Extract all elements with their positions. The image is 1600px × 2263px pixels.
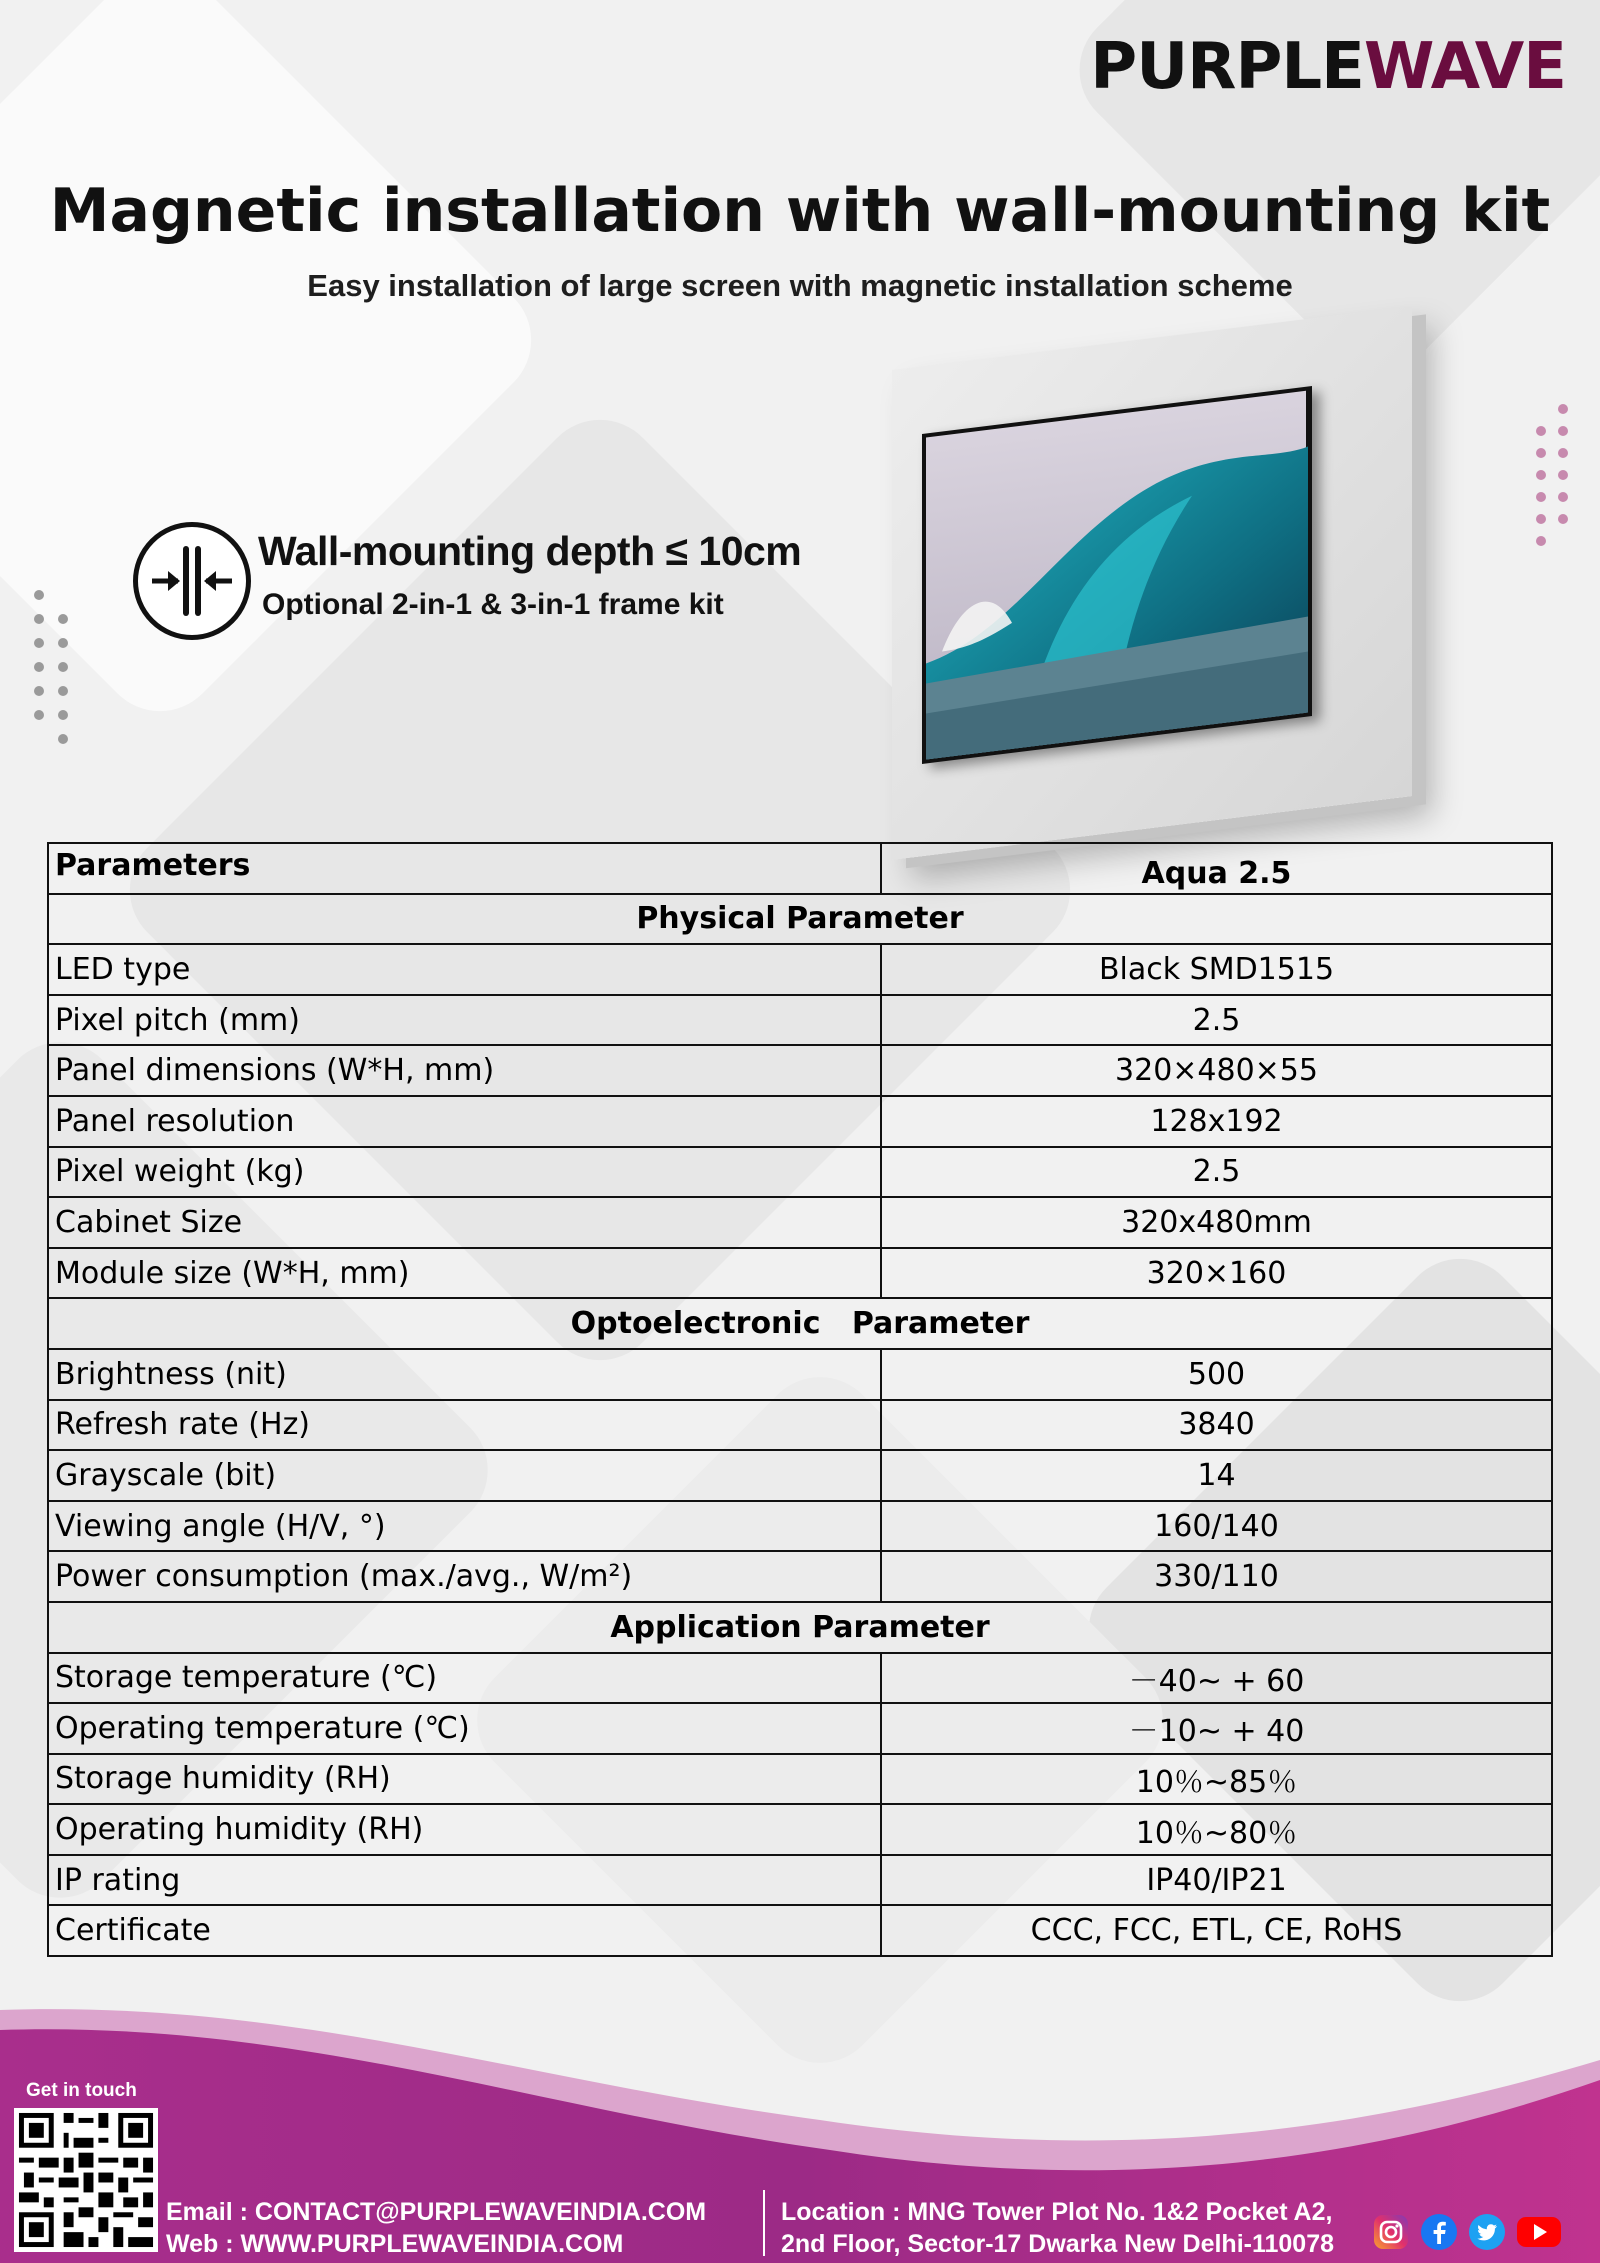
row-label: Pixel weight (kg)	[48, 1147, 881, 1198]
table-section-row	[48, 894, 1552, 945]
row-value: Black SMD1515	[881, 944, 1552, 995]
row-label: Certificate	[48, 1905, 881, 1956]
specifications-table	[47, 842, 1553, 1957]
facebook-icon[interactable]	[1420, 2213, 1458, 2251]
table-row	[48, 1551, 1552, 1602]
row-value: 320×480×55	[881, 1045, 1552, 1096]
table-header-row	[48, 843, 1552, 894]
row-label: Operating humidity (RH)	[48, 1804, 881, 1855]
table-row	[48, 1197, 1552, 1248]
table-row	[48, 944, 1552, 995]
row-label: Pixel pitch (mm)	[48, 995, 881, 1046]
feature-subtitle: Optional 2-in-1 & 3-in-1 frame kit	[262, 588, 724, 621]
instagram-icon[interactable]	[1372, 2213, 1410, 2251]
contact-info	[166, 2196, 706, 2260]
row-value: CCC, FCC, ETL, CE, RoHS	[881, 1905, 1552, 1956]
section-title-optoelectronic: Optoelectronic Parameter	[48, 1298, 1552, 1349]
table-row	[48, 1248, 1552, 1299]
row-label: Storage humidity (RH)	[48, 1754, 881, 1805]
youtube-icon[interactable]	[1516, 2213, 1562, 2251]
row-value: －40~ + 60	[881, 1653, 1552, 1704]
row-label: Power consumption (max./avg., W/m²)	[48, 1551, 881, 1602]
table-row	[48, 1905, 1552, 1956]
row-value: 2.5	[881, 995, 1552, 1046]
row-value: 128x192	[881, 1096, 1552, 1147]
table-row	[48, 1855, 1552, 1906]
twitter-icon[interactable]	[1468, 2213, 1506, 2251]
table-row	[48, 1804, 1552, 1855]
wave-display-panel-image	[922, 386, 1312, 764]
web-line[interactable]: Web : WWW.PURPLEWAVEINDIA.COM	[166, 2230, 624, 2258]
compress-arrows-icon	[133, 522, 251, 640]
table-section-row	[48, 1602, 1552, 1653]
row-label: Cabinet Size	[48, 1197, 881, 1248]
row-value: 330/110	[881, 1551, 1552, 1602]
table-row	[48, 1653, 1552, 1704]
table-row	[48, 1096, 1552, 1147]
row-label: Module size (W*H, mm)	[48, 1248, 881, 1299]
row-value: 320x480mm	[881, 1197, 1552, 1248]
row-value: 160/140	[881, 1501, 1552, 1552]
row-value: 10％~85％	[881, 1754, 1552, 1805]
row-value: 14	[881, 1450, 1552, 1501]
table-row	[48, 1400, 1552, 1451]
location-line-1: Location : MNG Tower Plot No. 1&2 Pocket A2,	[781, 2198, 1333, 2226]
row-label: Grayscale (bit)	[48, 1450, 881, 1501]
table-row	[48, 1703, 1552, 1754]
table-row	[48, 1754, 1552, 1805]
section-title-physical: Physical Parameter	[48, 894, 1552, 945]
page-title: Magnetic installation with wall-mounting kit	[49, 176, 1551, 246]
table-row	[48, 1045, 1552, 1096]
section-title-application: Application Parameter	[48, 1602, 1552, 1653]
row-label: Viewing angle (H/V, °)	[48, 1501, 881, 1552]
row-label: IP rating	[48, 1855, 881, 1906]
table-row	[48, 1349, 1552, 1400]
row-value: IP40/IP21	[881, 1855, 1552, 1906]
brand-logo-part1: PURPLE	[1090, 30, 1364, 104]
row-label: Refresh rate (Hz)	[48, 1400, 881, 1451]
table-row	[48, 1501, 1552, 1552]
table-section-row	[48, 1298, 1552, 1349]
table-header-model: Aqua 2.5	[881, 843, 1552, 894]
row-label: LED type	[48, 944, 881, 995]
location-line-2: 2nd Floor, Sector-17 Dwarka New Delhi-110078	[781, 2230, 1335, 2258]
brand-logo-part2: WAVE	[1363, 30, 1566, 104]
brand-logo	[1090, 30, 1566, 104]
row-label: Panel resolution	[48, 1096, 881, 1147]
row-label: Operating temperature (℃)	[48, 1703, 881, 1754]
table-row	[48, 1450, 1552, 1501]
row-value: 10％~80％	[881, 1804, 1552, 1855]
qr-code-icon[interactable]	[14, 2108, 158, 2252]
row-value: 500	[881, 1349, 1552, 1400]
page-subtitle: Easy installation of large screen with magnetic installation scheme	[307, 268, 1293, 303]
email-line[interactable]: Email : CONTACT@PURPLEWAVEINDIA.COM	[166, 2198, 707, 2226]
row-value: －10~ + 40	[881, 1703, 1552, 1754]
row-label: Brightness (nit)	[48, 1349, 881, 1400]
row-value: 2.5	[881, 1147, 1552, 1198]
footer-divider	[763, 2190, 765, 2256]
location-info	[781, 2196, 1334, 2260]
row-value: 320×160	[881, 1248, 1552, 1299]
feature-title: Wall-mounting depth ≤ 10cm	[258, 528, 802, 574]
get-in-touch-label: Get in touch	[26, 2080, 137, 2101]
table-row	[48, 995, 1552, 1046]
table-header-parameters: Parameters	[48, 843, 881, 894]
row-label: Storage temperature (℃)	[48, 1653, 881, 1704]
row-value: 3840	[881, 1400, 1552, 1451]
table-row	[48, 1147, 1552, 1198]
row-label: Panel dimensions (W*H, mm)	[48, 1045, 881, 1096]
